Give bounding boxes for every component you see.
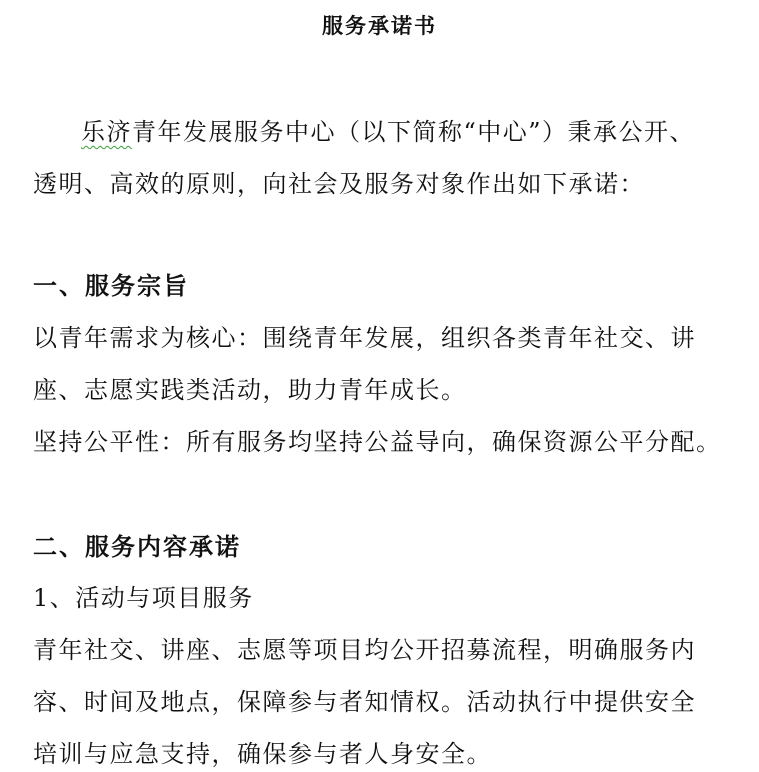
section-1-heading: 一、服务宗旨 bbox=[33, 272, 189, 300]
section-2-heading: 二、服务内容承诺 bbox=[33, 533, 241, 561]
spellcheck-underlined-word: 乐济 bbox=[81, 118, 132, 146]
section-1-line-3: 坚持公平性：所有服务均坚持公益导向，确保资源公平分配。 bbox=[33, 428, 722, 456]
section-1-line-1: 以青年需求为核心：围绕青年发展，组织各类青年社交、讲 bbox=[33, 324, 696, 352]
section-1-line-2: 座、志愿实践类活动，助力青年成长。 bbox=[33, 376, 467, 404]
intro-line-1 bbox=[81, 114, 695, 150]
section-2-subheading: 1、活动与项目服务 bbox=[33, 584, 254, 612]
section-2-line-3: 培训与应急支持，确保参与者人身安全。 bbox=[33, 740, 492, 768]
intro-line-2: 透明、高效的原则，向社会及服务对象作出如下承诺： bbox=[33, 170, 645, 198]
section-2-line-1: 青年社交、讲座、志愿等项目均公开招募流程，明确服务内 bbox=[33, 636, 696, 664]
intro-line-1-text: 青年发展服务中心（以下简称“中心”）秉承公开、 bbox=[132, 118, 696, 146]
document-title: 服务承诺书 bbox=[322, 14, 437, 38]
section-2-line-2: 容、时间及地点，保障参与者知情权。活动执行中提供安全 bbox=[33, 688, 696, 716]
